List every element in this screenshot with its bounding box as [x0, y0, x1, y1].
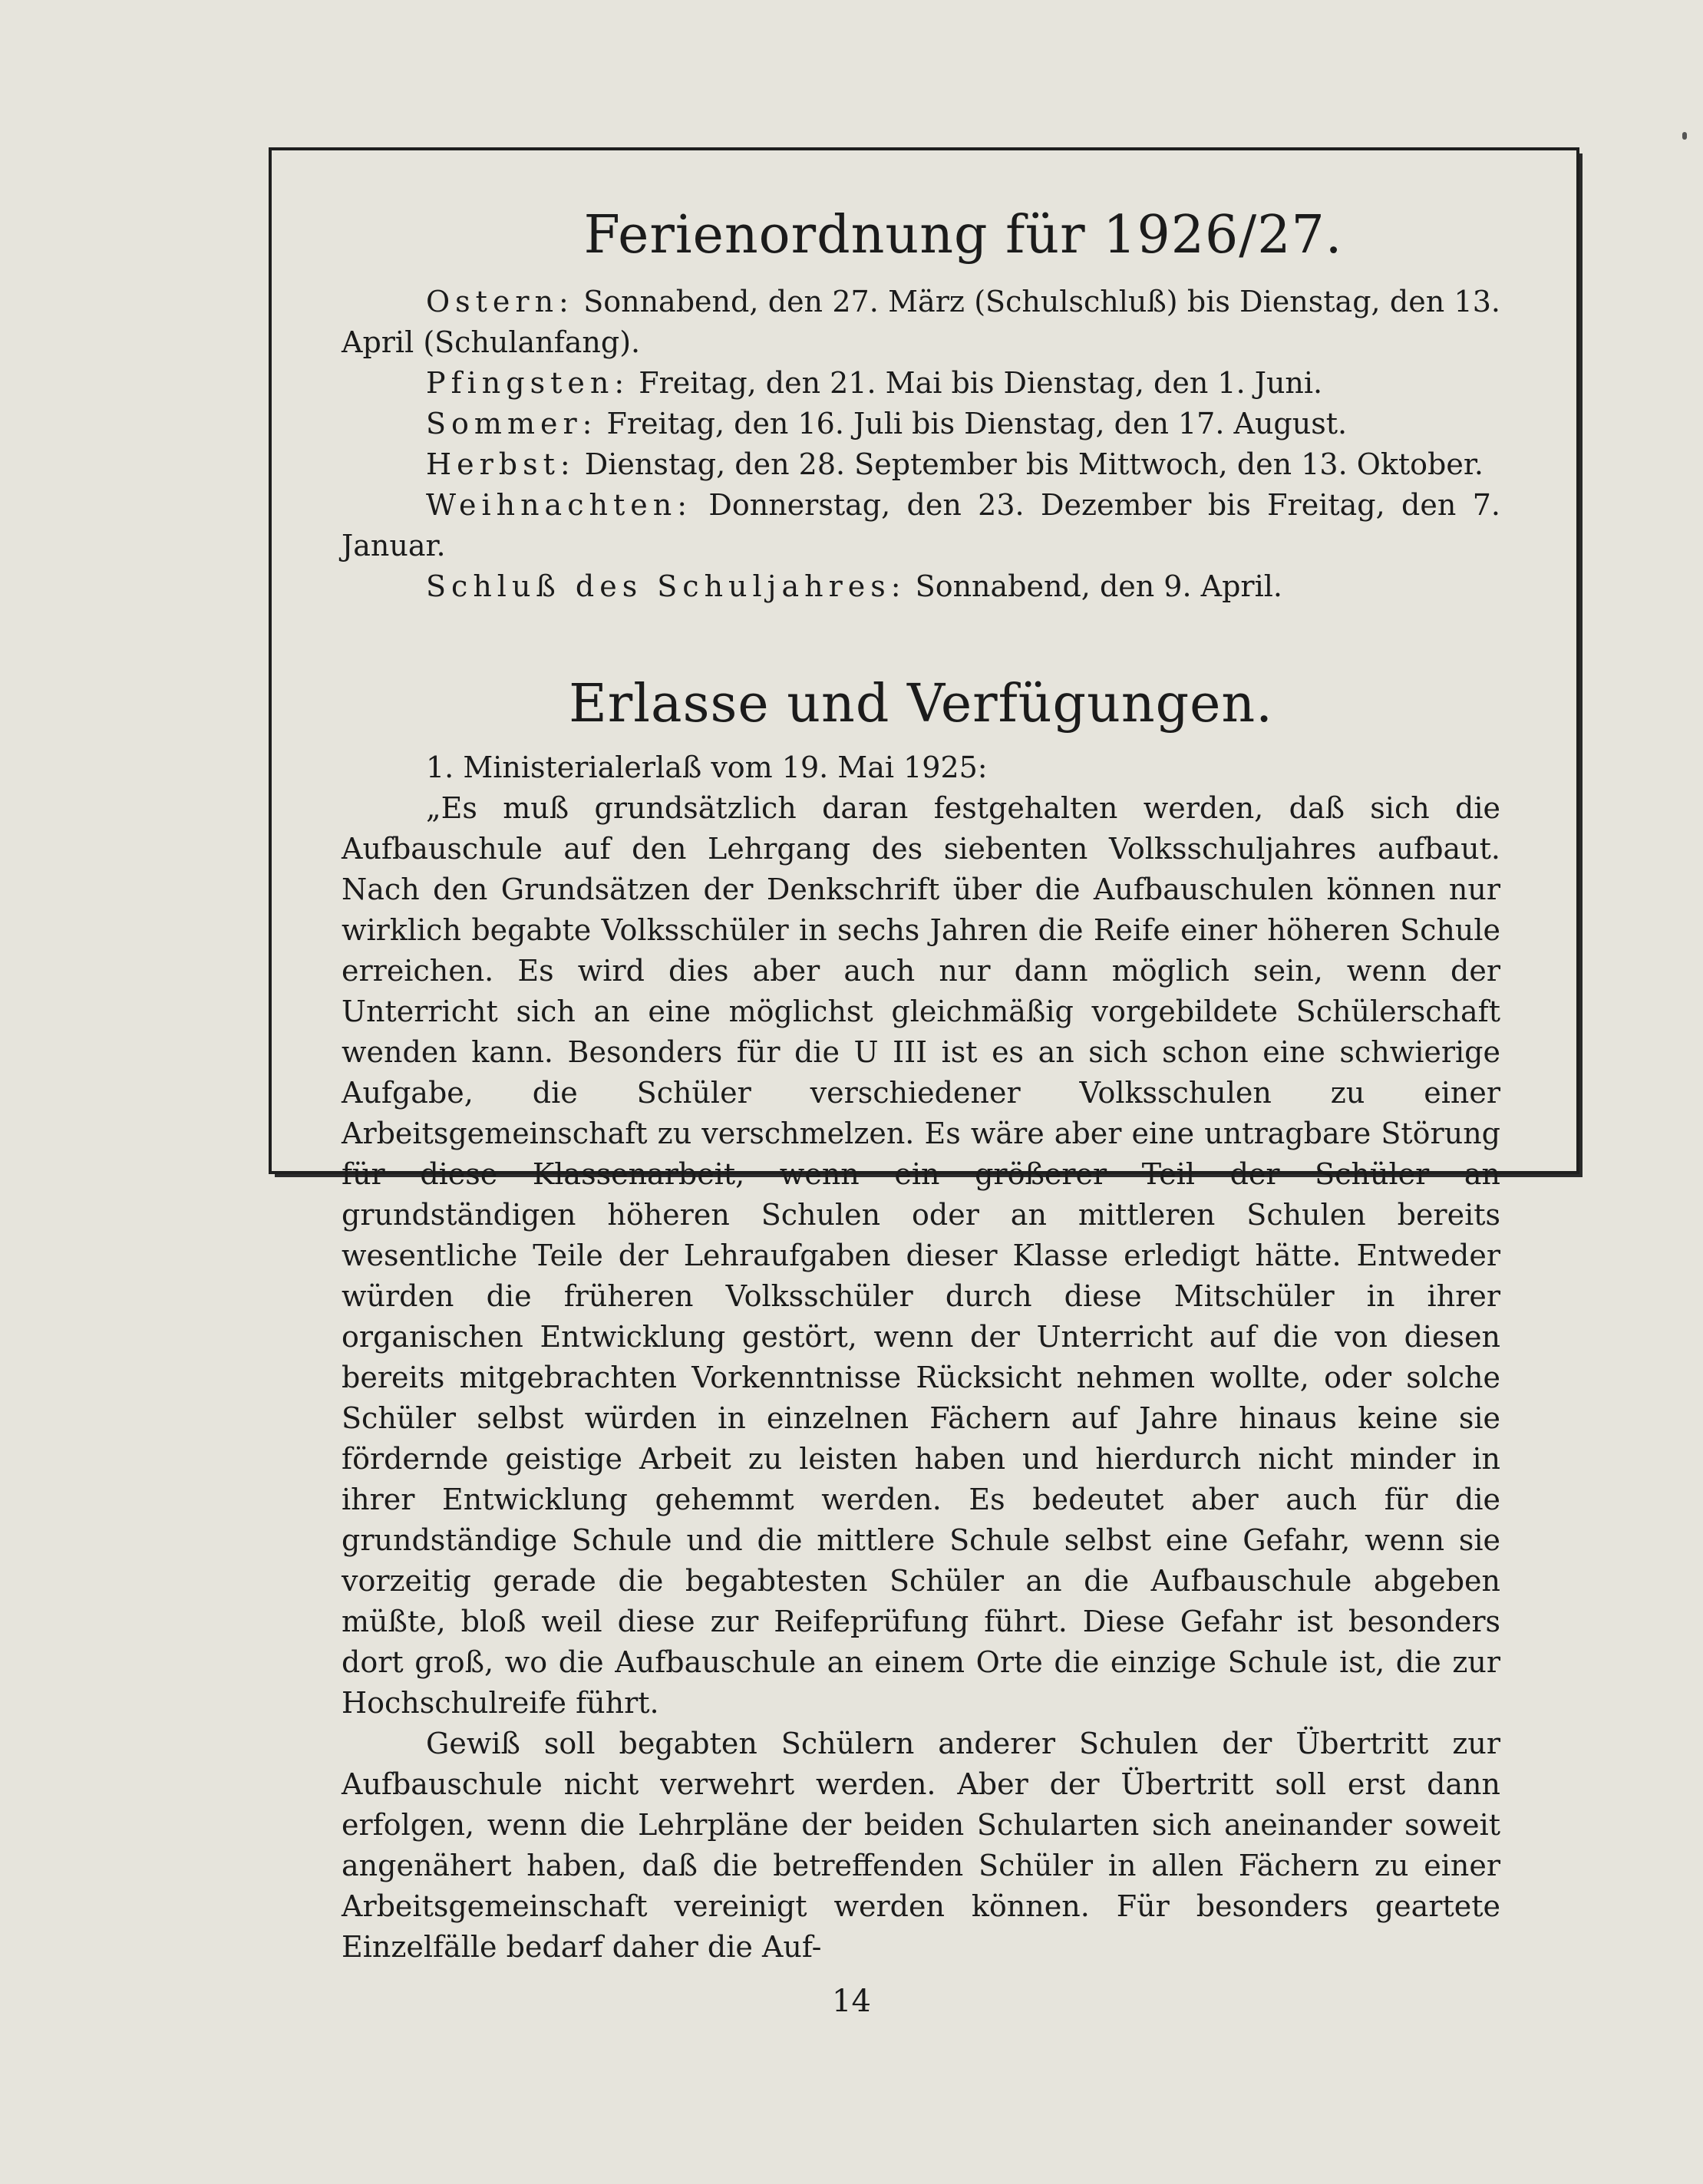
ferien-item-pfingsten: Pfingsten: Freitag, den 21. Mai bis Dienstag, den 1. Juni. [426, 365, 1323, 400]
erlasse-heading: Erlasse und Verfügungen. [569, 673, 1273, 734]
ferien-item-sommer: Sommer: Freitag, den 16. Juli bis Dienstag, den 17. August. [426, 406, 1348, 440]
ferien-item-herbst: Herbst: Dienstag, den 28. September bis Mittwoch, den 13. Oktober. [426, 447, 1484, 481]
erlass-paragraph-1: „Es muß grundsätzlich daran festgehalten werden, daß sich die Aufbauschule auf den Lehrgang des siebenten Volksschuljahres aufbaut. Nach den Grundsätzen der Denkschrift über die Aufbauschulen können nur wirklich begabte Volksschüler in sechs Jahren die Reife einer höheren Schule erreichen. Es wird dies aber auch nur dann möglich sein, wenn der Unterricht sich an eine möglichst gleichmäßig vorgebildete Schülerschaft wenden kann. Besonders für die U III ist es an sich schon eine schwierige Aufgabe, die Schüler verschiedener Volksschulen zu einer Arbeitsgemeinschaft zu verschmelzen. Es wäre aber eine untragbare Störung für diese Klassenarbeit, wenn ein größerer Teil der Schüler an grundständigen höheren Schulen oder an mittleren Schulen bereits wesentliche Teile der Lehraufgaben dieser Klasse erledigt hätte. Entweder würden die früheren Volksschüler durch diese Mitschüler in ihrer organischen Entwicklung gestört, wenn der Unterricht auf die von diesen bereits mitgebrachten Vorkenntnisse Rücksicht nehmen wollte, oder solche Schüler selbst würden in einzelnen Fächern auf Jahre hinaus keine sie fördernde geistige Arbeit zu leisten haben und hierdurch nicht minder in ihrer Entwicklung gehemmt werden. Es bedeutet aber auch für die grundständige Schule und die mittlere Schule selbst eine Gefahr, wenn sie vorzeitig gerade die begabtesten Schüler an die Aufbauschule abgeben müßte, bloß weil diese zur Reifeprüfung führt. Diese Gefahr ist besonders dort groß, wo die Aufbauschule an einem Orte die einzige Schule ist, die zur Hochschulreife führt. [342, 790, 1500, 1720]
erlass-intro: 1. Ministerialerlaß vom 19. Mai 1925: [426, 750, 988, 784]
erlass-paragraph-2: Gewiß soll begabten Schülern anderer Schulen der Übertritt zur Aufbauschule nicht verwehrt werden. Aber der Übertritt soll erst dann erfolgen, wenn die Lehrpläne der beiden Schularten sich aneinander soweit angenähert haben, daß die betreffenden Schüler in allen Fächern zu einer Arbeitsgemeinschaft vereinigt werden können. Für besonders geartete Einzelfälle bedarf daher die Auf- [342, 1726, 1500, 1964]
margin-speck [1682, 132, 1687, 140]
ferien-item-weihnachten: Weihnachten: Donnerstag, den 23. Dezember bis Freitag, den 7. Januar. [342, 487, 1500, 562]
page-number: 14 [832, 1984, 871, 2019]
page-content [342, 207, 1500, 1968]
ferien-item-ostern: Ostern: Sonnabend, den 27. März (Schulschluß) bis Dienstag, den 13. April (Schulanfang). [342, 284, 1500, 359]
ferien-item-schuljahresschluss: Schluß des Schuljahres: Sonnabend, den 9. April. [426, 569, 1282, 603]
ferienordnung-heading: Ferienordnung für 1926/27. [583, 205, 1343, 266]
